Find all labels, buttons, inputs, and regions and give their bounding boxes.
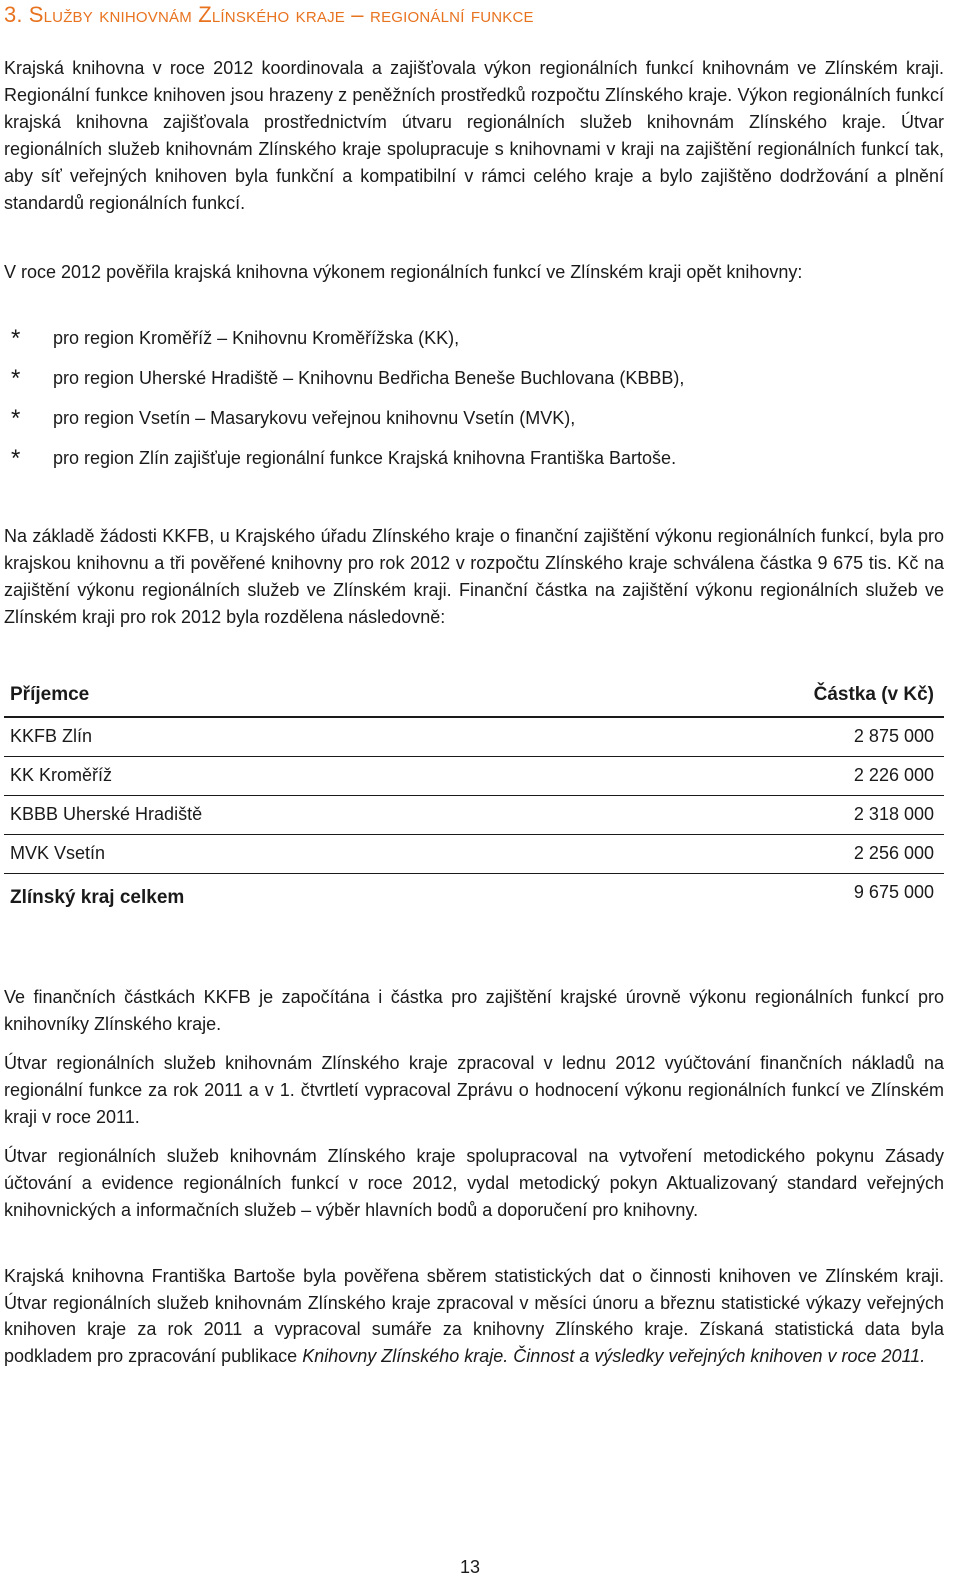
total-recipient: Zlínský kraj celkem (10, 887, 185, 908)
row-amount: 2 318 000 (853, 804, 934, 824)
table-row (4, 796, 944, 835)
funding-paragraph: Na základě žádosti KKFB, u Krajského úřadu Zlínského kraje o finanční zajištění výkonu regionálních funkcí, byla pro krajskou knihovnu a tři pověřené knihovny pro rok 2012 v rozpočtu Zlínského kraje schválena částka 9 675 tis. Kč na zajištění výkonu regionálních služeb ve Zlínském kraji. Finanční částka na zajištění výkonu regionálních služeb ve Zlínském kraji pro rok 2012 byla rozdělena následovně: (4, 526, 944, 627)
billing-paragraph: Útvar regionálních služeb knihovnám Zlínského kraje zpracoval v lednu 2012 vyúčtování finančních nákladů na regionální funkce za rok 2011 a v 1. čtvrtletí vypracoval Zprávu o hodnocení výkonu regionálních funkcí ve Zlínském kraji v roce 2011. (4, 1053, 944, 1127)
table-row (4, 835, 944, 874)
header-amount: Částka (v Kč) (813, 684, 934, 705)
statistics-paragraph (4, 1263, 944, 1369)
asterisk-bullet-icon: * (11, 365, 21, 392)
intro-paragraph: Krajská knihovna v roce 2012 koordinovala a zajišťovala výkon regionálních funkcí knihovnám ve Zlínském kraji. Regionální funkce knihoven jsou hrazeny z peněžních prostředků rozpočtu Zlínského kraje. Výkon regionálních funkcí krajská knihovna zajišťovala prostřednictvím útvaru regionálních služeb knihovnám Zlínského kraje. Útvar regionálních služeb knihovnám Zlínského kraje spolupracuje s knihovnami v kraji na zajištění regionálních funkcí tak, aby síť veřejných knihoven byla funkční a kompatibilní v rámci celého kraje a bylo zajištěno dodržování a plnění standardů regionálních funkcí. (4, 58, 944, 213)
list-item (4, 445, 944, 485)
total-amount: 9 675 000 (853, 882, 934, 902)
table-total-row (4, 874, 944, 920)
list-item (4, 325, 944, 365)
row-recipient: KKFB Zlín (10, 726, 93, 746)
list-item-text: pro region Uherské Hradiště – Knihovnu Bedřicha Beneše Buchlovana (KBBB), (53, 368, 685, 388)
list-item-text: pro region Kroměříž – Knihovnu Kroměřížska (KK), (53, 328, 460, 348)
table-row (4, 718, 944, 757)
statistics-text: Krajská knihovna Františka Bartoše byla pověřena sběrem statistických dat o činnosti knihoven ve Zlínském kraji. Útvar regionálních služeb knihovnám Zlínského kraje zpracoval v měsíci únoru a březnu statistické výkazy veřejných knihoven kraje za rok 2011 a vypracoval sumáře za knihovny Zlínského kraje. Získaná statistická data byla podkladem pro zpracování publikace (4, 1266, 944, 1366)
row-recipient: KK Kroměříž (10, 765, 113, 785)
asterisk-bullet-icon: * (11, 445, 21, 472)
row-amount: 2 226 000 (853, 765, 934, 785)
header-recipient: Příjemce (10, 684, 90, 705)
delegation-paragraph: V roce 2012 pověřila krajská knihovna výkonem regionálních funkcí ve Zlínském kraji opět knihovny: (4, 262, 803, 282)
page-number: 13 (459, 1557, 481, 1577)
asterisk-bullet-icon: * (11, 325, 21, 352)
list-item-text: pro region Vsetín – Masarykovu veřejnou knihovnu Vsetín (MVK), (53, 408, 576, 428)
row-amount: 2 875 000 (853, 726, 934, 746)
section-number: 3. (4, 2, 23, 27)
methodology-paragraph: Útvar regionálních služeb knihovnám Zlínského kraje spolupracoval na vytvoření metodického pokynu Zásady účtování a evidence regionálních funkcí v roce 2012, vydal metodický pokyn Aktualizovaný standard veřejných knihovnických a informačních služeb – výběr hlavních bodů a doporučení pro knihovny. (4, 1146, 944, 1220)
asterisk-bullet-icon: * (11, 405, 21, 432)
row-recipient: KBBB Uherské Hradiště (10, 804, 203, 824)
table-header-row (4, 676, 944, 718)
list-item (4, 365, 944, 405)
row-recipient: MVK Vsetín (10, 843, 106, 863)
row-amount: 2 256 000 (853, 843, 934, 863)
section-title: Služby knihovnám Zlínského kraje – regionální funkce (28, 2, 534, 27)
list-item (4, 405, 944, 445)
note-paragraph: Ve finančních částkách KKFB je započítána i částka pro zajištění krajské úrovně výkonu regionálních funkcí pro knihovníky Zlínského kraje. (4, 987, 944, 1034)
section-heading (4, 2, 534, 28)
publication-title: Knihovny Zlínského kraje. Činnost a výsledky veřejných knihoven v roce 2011. (302, 1345, 926, 1366)
table-row (4, 757, 944, 796)
list-item-text: pro region Zlín zajišťuje regionální funkce Krajská knihovna Františka Bartoše. (53, 448, 677, 468)
funding-table (4, 676, 944, 920)
delegated-libraries-list (4, 325, 944, 485)
